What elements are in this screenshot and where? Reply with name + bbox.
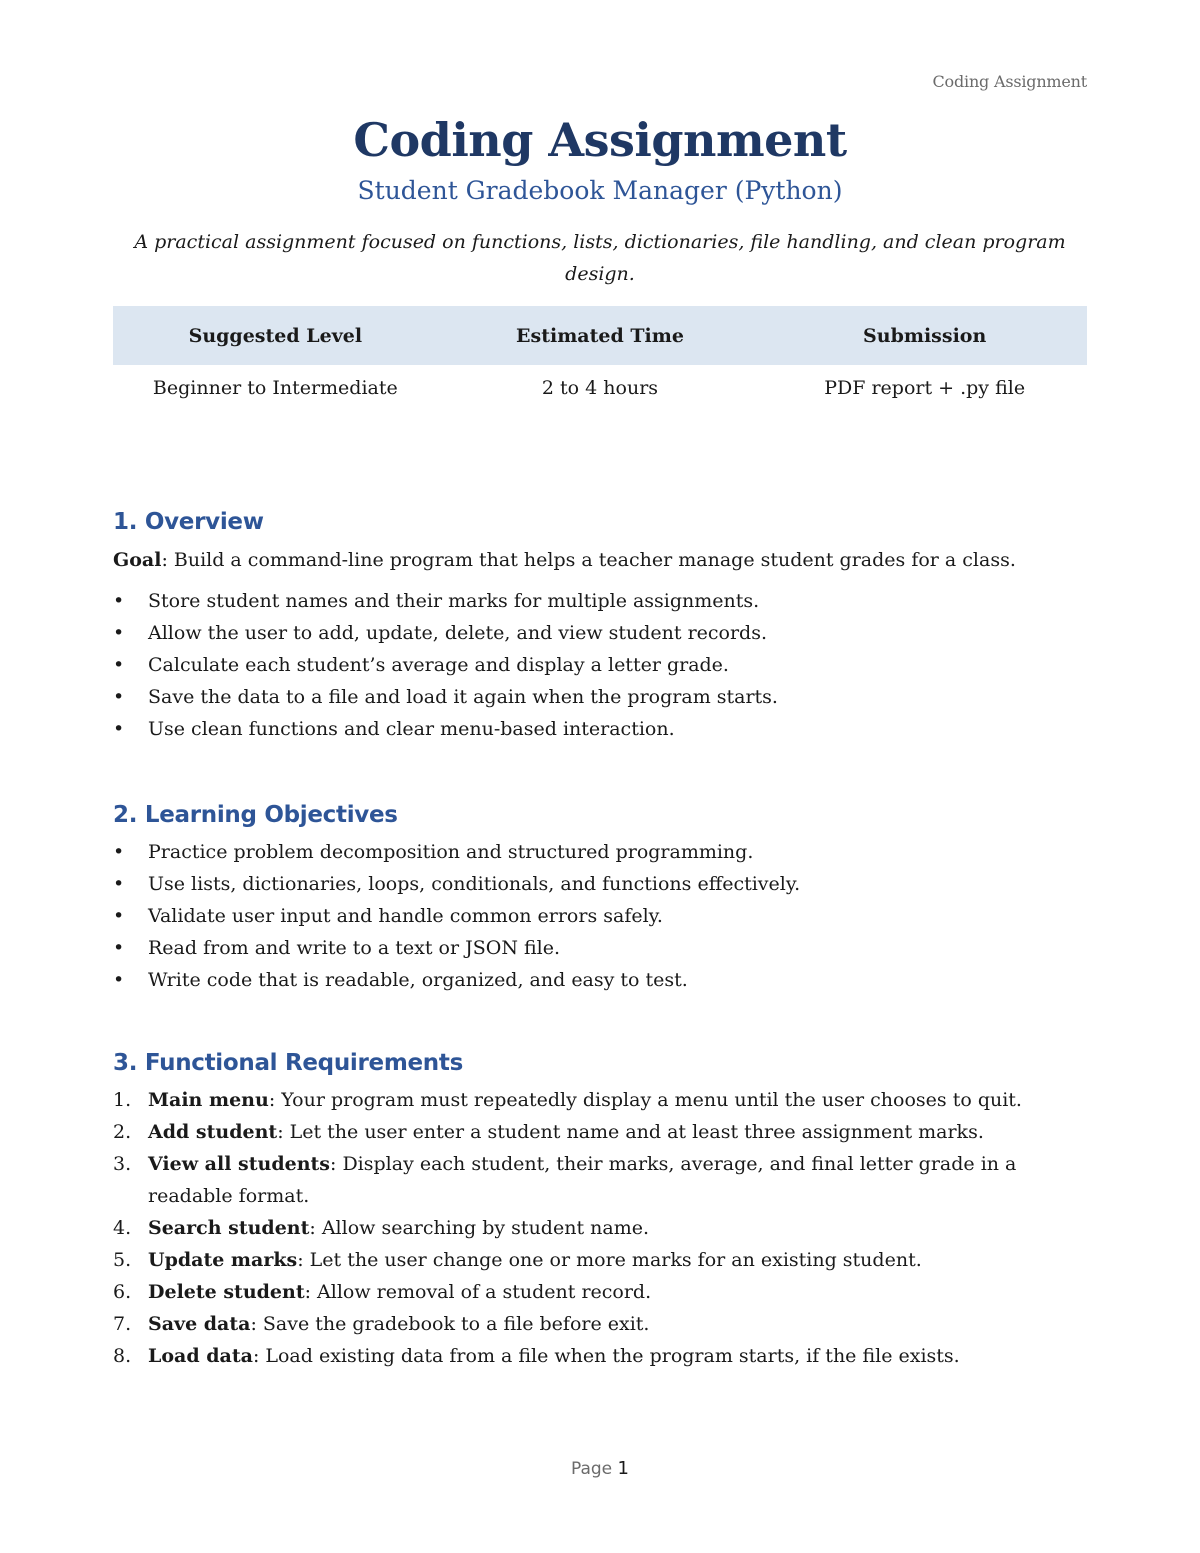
list-number: 4. <box>113 1217 132 1239</box>
requirement-text: : Allow searching by student name. <box>309 1217 649 1239</box>
requirements-list <box>113 1084 1087 1372</box>
bullet-marker: • <box>113 718 125 740</box>
requirement-label: View all students <box>148 1153 330 1175</box>
overview-list <box>113 585 1087 745</box>
info-header-level: Suggested Level <box>113 306 438 365</box>
info-table-header-row <box>113 306 1087 365</box>
document-tagline: A practical assignment focused on functions, lists, dictionaries, file handling, and clean program design. <box>134 231 1066 285</box>
list-item <box>113 1276 1087 1308</box>
info-table-value-row <box>113 365 1087 411</box>
requirement-label: Save data <box>148 1313 251 1335</box>
list-number: 8. <box>113 1345 132 1367</box>
info-value-level: Beginner to Intermediate <box>152 377 398 399</box>
list-item-text: Allow the user to add, update, delete, and view student records. <box>148 622 768 644</box>
requirement-text: : Allow removal of a student record. <box>304 1281 652 1303</box>
page-footer <box>0 1458 1200 1479</box>
list-item-text: Validate user input and handle common errors safely. <box>148 905 663 927</box>
info-value-time: 2 to 4 hours <box>541 377 659 399</box>
list-number: 1. <box>113 1089 132 1111</box>
list-item-text: Save the data to a file and load it again when the program starts. <box>148 686 778 708</box>
bullet-marker: • <box>113 873 125 895</box>
bullet-marker: • <box>113 622 125 644</box>
requirement-label: Search student <box>148 1217 310 1239</box>
list-item-text: Practice problem decomposition and structured programming. <box>148 841 754 863</box>
requirement-label: Main menu <box>148 1089 269 1111</box>
list-item <box>113 1340 1087 1372</box>
goal-statement <box>113 545 1087 575</box>
list-item <box>113 1244 1087 1276</box>
info-header-submission: Submission <box>762 306 1087 365</box>
requirement-text: : Let the user enter a student name and at least three assignment marks. <box>277 1121 984 1143</box>
list-item <box>113 713 1087 745</box>
bullet-marker: • <box>113 654 125 676</box>
list-item <box>113 868 1087 900</box>
list-item-text: Write code that is readable, organized, and easy to test. <box>148 969 688 991</box>
objectives-list <box>113 836 1087 996</box>
bullet-marker: • <box>113 905 125 927</box>
list-item <box>113 1084 1087 1116</box>
list-item-text: Read from and write to a text or JSON file. <box>148 937 561 959</box>
list-item <box>113 1148 1087 1212</box>
requirements-heading: 3. Functional Requirements <box>113 1050 463 1076</box>
list-item <box>113 900 1087 932</box>
overview-heading: 1. Overview <box>113 509 264 535</box>
list-item-text: Store student names and their marks for multiple assignments. <box>148 590 760 612</box>
list-item <box>113 932 1087 964</box>
document-title: Coding Assignment <box>353 113 847 167</box>
goal-label: Goal <box>113 549 162 571</box>
requirement-label: Delete student <box>148 1281 305 1303</box>
info-value-submission: PDF report + .py file <box>824 377 1026 399</box>
requirement-label: Update marks <box>148 1249 298 1271</box>
goal-text: : Build a command-line program that helps a teacher manage student grades for a class. <box>161 549 1016 571</box>
bullet-marker: • <box>113 590 125 612</box>
title-block <box>113 110 1087 290</box>
info-header-time: Estimated Time <box>438 306 763 365</box>
bullet-marker: • <box>113 686 125 708</box>
list-number: 5. <box>113 1249 132 1271</box>
bullet-marker: • <box>113 937 125 959</box>
objectives-section <box>113 800 1087 996</box>
info-table <box>113 306 1087 411</box>
list-number: 7. <box>113 1313 132 1335</box>
list-item <box>113 964 1087 996</box>
requirement-label: Add student <box>148 1121 278 1143</box>
list-item <box>113 585 1087 617</box>
requirement-label: Load data <box>148 1345 253 1367</box>
document-subtitle: Student Gradebook Manager (Python) <box>357 176 843 205</box>
list-item <box>113 1308 1087 1340</box>
list-number: 3. <box>113 1153 132 1175</box>
list-item <box>113 1212 1087 1244</box>
requirement-text: : Save the gradebook to a file before exit. <box>250 1313 650 1335</box>
page-label: Page <box>570 1459 613 1479</box>
list-item-text: Use lists, dictionaries, loops, conditionals, and functions effectively. <box>148 873 801 895</box>
list-item <box>113 617 1087 649</box>
list-item <box>113 1116 1087 1148</box>
requirement-text: : Display each student, their marks, average, and final letter grade in a readable format. <box>148 1153 1017 1207</box>
requirement-text: : Your program must repeatedly display a menu until the user chooses to quit. <box>268 1089 1022 1111</box>
requirement-text: : Load existing data from a file when the program starts, if the file exists. <box>252 1345 960 1367</box>
page-number: 1 <box>617 1458 629 1479</box>
bullet-marker: • <box>113 841 125 863</box>
requirement-text: : Let the user change one or more marks for an existing student. <box>297 1249 922 1271</box>
list-item-text: Calculate each student’s average and display a letter grade. <box>148 654 729 676</box>
running-header: Coding Assignment <box>932 72 1087 91</box>
objectives-heading: 2. Learning Objectives <box>113 802 398 828</box>
list-number: 6. <box>113 1281 132 1303</box>
list-item-text: Use clean functions and clear menu-based interaction. <box>148 718 675 740</box>
list-item <box>113 681 1087 713</box>
list-item <box>113 649 1087 681</box>
list-number: 2. <box>113 1121 132 1143</box>
list-item <box>113 836 1087 868</box>
requirements-section <box>113 1048 1087 1372</box>
bullet-marker: • <box>113 969 125 991</box>
overview-section <box>113 507 1087 745</box>
